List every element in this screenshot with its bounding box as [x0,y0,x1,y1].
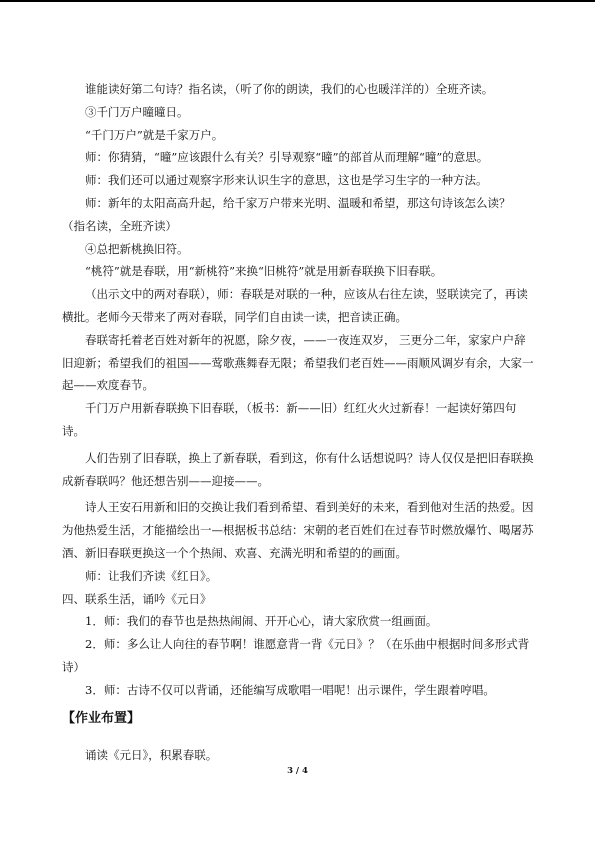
paragraph: ④总把新桃换旧符。 [85,241,189,256]
paragraph: 师：我们还可以通过观察字形来认识生字的意思，这也是学习生字的一种方法。 [85,173,488,188]
paragraph: 师：你猜猜，“曈”应该跟什么有关？引导观察“曈”的部首从而理解“曈”的意思。 [85,150,489,165]
paragraph: 诗人王安石用新和旧的交换让我们看到希望、看到美好的未来，看到他对生活的热爱。因为他热爱生活，才能描绘出一—根据板书总结：宋朝的老百姓们在过春节时燃放爆竹、喝屠苏酒、新旧春联更换这一个个热闹、欢喜、充满光明和希望的的画面。 [62,500,534,560]
paragraph: “千门万户”就是千家万户。 [85,127,224,142]
section-title: 四、联系生活，诵吟《元日》 [62,591,212,606]
paragraph: （出示文中的两对春联），师：春联是对联的一种，应该从右往左读，竖联读完了，再读横批。老师今天带来了两对春联，同学们自由读一读，把音读正确。 [62,287,528,324]
paragraph: 春联寄托着老百姓对新年的祝愿，除夕夜，——一夜连双岁， 三更分二年，家家户户辞旧迎新；希望我们的祖国——莺歌燕舞春无限；希望我们老百姓——雨顺风调岁有余，大家一起——欢度春节。 [62,332,534,393]
list-item: 1．师：我们的春节也是热热闹闹、开开心心，请大家欣赏一组画面。 [85,614,438,629]
paragraph: 千门万户用新春联换下旧春联，（板书：新——旧）红红火火过新春！一起读好第四句诗。 [62,401,517,438]
header-rule [0,0,595,2]
paragraph: ③千门万户曈曈日。 [85,104,189,119]
list-item: 3．师：古诗不仅可以背诵，还能编写成歌唱一唱呢！出示课件，学生跟着哼唱。 [85,682,495,697]
homework-text: 诵读《元日》，积累春联。 [85,748,218,763]
document-body [62,78,534,767]
paragraph: 师：让我们齐读《红日》。 [85,568,218,583]
paragraph: 师：新年的太阳高高升起，给千家万户带来光明、温暖和希望，那这句诗该怎么读？ [85,195,511,210]
homework-heading: 【作业布置】 [62,710,141,726]
list-item: 2．师：多么让人向往的春节啊！谁愿意背一背《元日》？（在乐曲中根据时间多形式背诗） [62,637,530,674]
page-number: 3 / 4 [287,766,308,776]
paragraph: “桃符”就是春联，用“新桃符”来换“旧桃符”就是用新春联换下旧春联。 [85,264,443,279]
paragraph: 谁能读好第二句诗？指名读，（听了你的朗读，我们的心也暖洋洋的）全班齐读。 [85,82,494,96]
paragraph: （指名读，全班齐读） [62,218,177,233]
paragraph: 人们告别了旧春联，换上了新春联，看到这，你有什么话想说吗？诗人仅仅是把旧春联换成新春联吗？他还想告别——迎接——。 [62,450,534,488]
